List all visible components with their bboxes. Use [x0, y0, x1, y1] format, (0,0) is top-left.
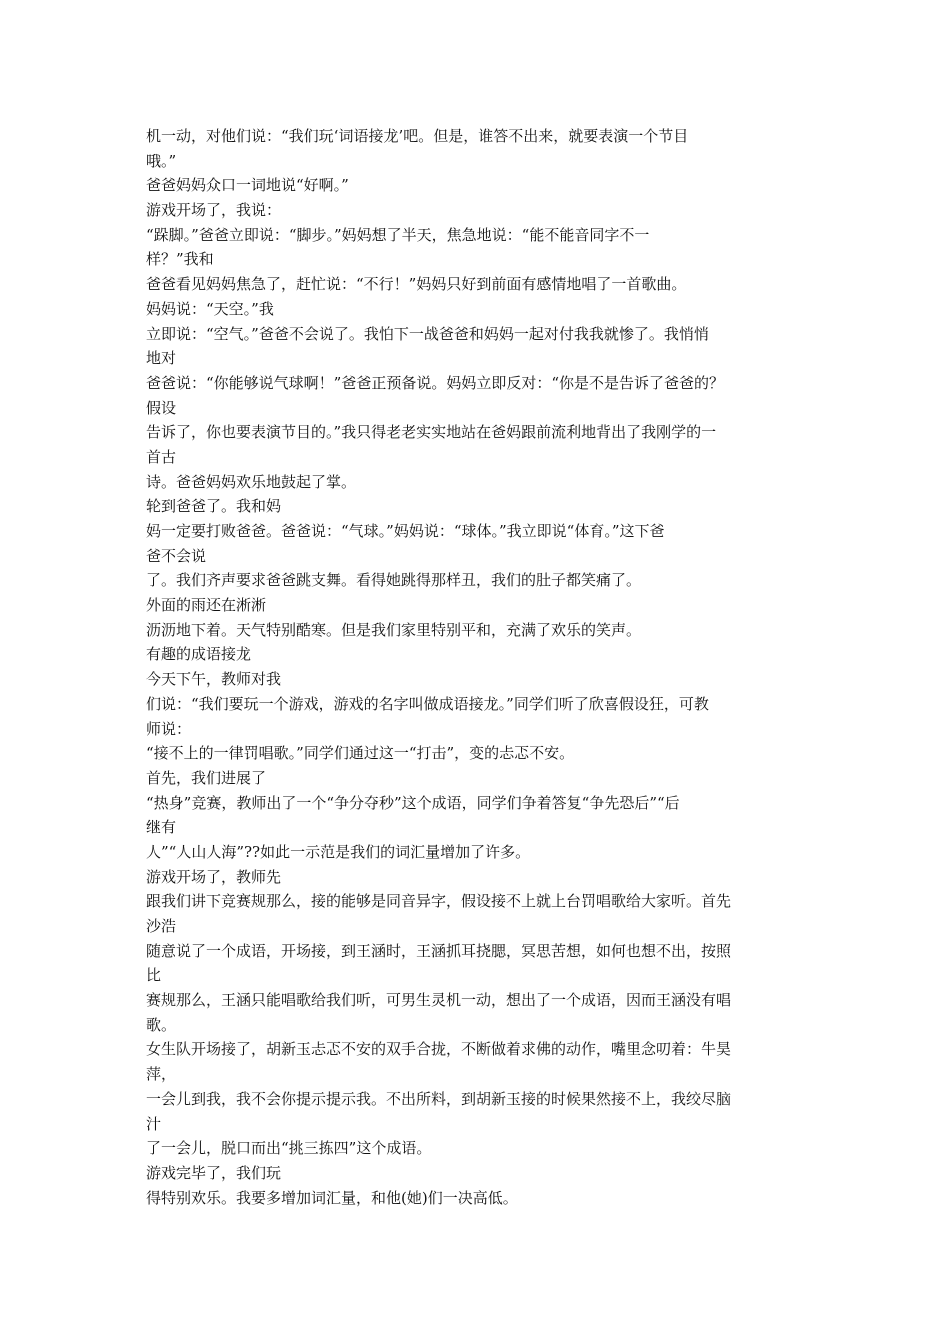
text-line: 妈妈说：“天空。”我	[146, 299, 274, 318]
text-line: 比	[146, 966, 162, 985]
text-line: 跟我们讲下竞赛规那么，接的能够是同音异字，假设接不上就上台罚唱歌给大家听。首先	[146, 892, 732, 911]
section-title: 有趣的成语接龙	[146, 645, 252, 664]
text-line: 游戏完毕了，我们玩	[146, 1163, 282, 1182]
text-line: 爸爸说：“你能够说气球啊！”爸爸正预备说。妈妈立即反对：“你是不是告诉了爸爸的？	[146, 373, 725, 392]
text-line: 汁	[146, 1114, 162, 1133]
text-line: “热身”竞赛，教师出了一个“争分夺秒”这个成语，同学们争着答复“争先恐后”“后	[146, 793, 680, 812]
text-line: 一会儿到我，我不会你提示提示我。不出所料，到胡新玉接的时候果然接不上，我绞尽脑	[146, 1089, 732, 1108]
text-line: 游戏开场了，我说：	[146, 201, 282, 220]
text-line: 了。我们齐声要求爸爸跳支舞。看得她跳得那样丑，我们的肚子都笑痛了。	[146, 571, 642, 590]
text-line: 诗。爸爸妈妈欢乐地鼓起了掌。	[146, 472, 357, 491]
text-line: 随意说了一个成语，开场接，到王涵时，王涵抓耳挠腮，冥思苦想，如何也想不出，按照	[146, 941, 732, 960]
text-line: 沥沥地下着。天气特别酷寒。但是我们家里特别平和，充满了欢乐的笑声。	[146, 620, 642, 639]
text-line: 假设	[146, 398, 177, 417]
document-body	[146, 124, 812, 1210]
text-line: 地对	[146, 349, 177, 368]
text-line: 游戏开场了，教师先	[146, 867, 282, 886]
text-line: “接不上的一律罚唱歌。”同学们通过这一“打击”，变的忐忑不安。	[146, 744, 575, 763]
text-line: 萍，	[146, 1065, 177, 1084]
text-line: 人”“人山人海”??如此一示范是我们的词汇量增加了许多。	[146, 842, 531, 861]
text-line: 爸不会说	[146, 546, 207, 565]
text-line: 女生队开场接了，胡新玉忐忑不安的双手合拢，不断做着求佛的动作，嘴里念叨着：牛昊	[146, 1040, 732, 1059]
text-line: 妈一定要打败爸爸。爸爸说：“气球。”妈妈说：“球体。”我立即说“体育。”这下爸	[146, 522, 665, 540]
text-line: 赛规那么，王涵只能唱歌给我们听，可男生灵机一动，想出了一个成语，因而王涵没有唱	[146, 991, 732, 1010]
text-line: 师说：	[146, 719, 192, 738]
text-line: 今天下午，教师对我	[146, 670, 282, 689]
text-line: “跺脚。”爸爸立即说：“脚步。”妈妈想了半天，焦急地说：“能不能音同字不一	[146, 225, 650, 244]
text-line: 轮到爸爸了。我和妈	[146, 497, 282, 516]
text-line: 爸爸妈妈众口一词地说“好啊。”	[146, 176, 349, 195]
text-line: 沙浩	[146, 917, 177, 935]
text-line: 告诉了，你也要表演节目的。”我只得老老实实地站在爸妈跟前流利地背出了我刚学的一	[146, 423, 717, 442]
text-line: 首先，我们进展了	[146, 768, 267, 787]
text-line: 继有	[146, 818, 177, 837]
text-line: 哦。”	[146, 151, 177, 170]
text-line: 了一会儿，脱口而出“挑三拣四”这个成语。	[146, 1139, 432, 1158]
text-line: 样？”我和	[146, 250, 214, 269]
text-line: 歌。	[146, 1015, 177, 1034]
text-line: 首古	[146, 447, 177, 466]
text-line: 外面的雨还在淅淅	[146, 596, 267, 615]
text-line: 立即说：“空气。”爸爸不会说了。我怕下一战爸爸和妈妈一起对付我我就惨了。我悄悄	[146, 324, 709, 343]
text-line: 爸爸看见妈妈焦急了，赶忙说：“不行！”妈妈只好到前面有感情地唱了一首歌曲。	[146, 275, 687, 294]
text-line: 们说：“我们要玩一个游戏，游戏的名字叫做成语接龙。”同学们听了欣喜假设狂，可教	[146, 694, 709, 713]
text-line: 得特别欢乐。我要多增加词汇量，和他(她)们一决高低。	[146, 1188, 518, 1207]
text-line: 机一动，对他们说：“我们玩‘词语接龙’吧。但是，谁答不出来，就要表演一个节目	[146, 127, 689, 145]
